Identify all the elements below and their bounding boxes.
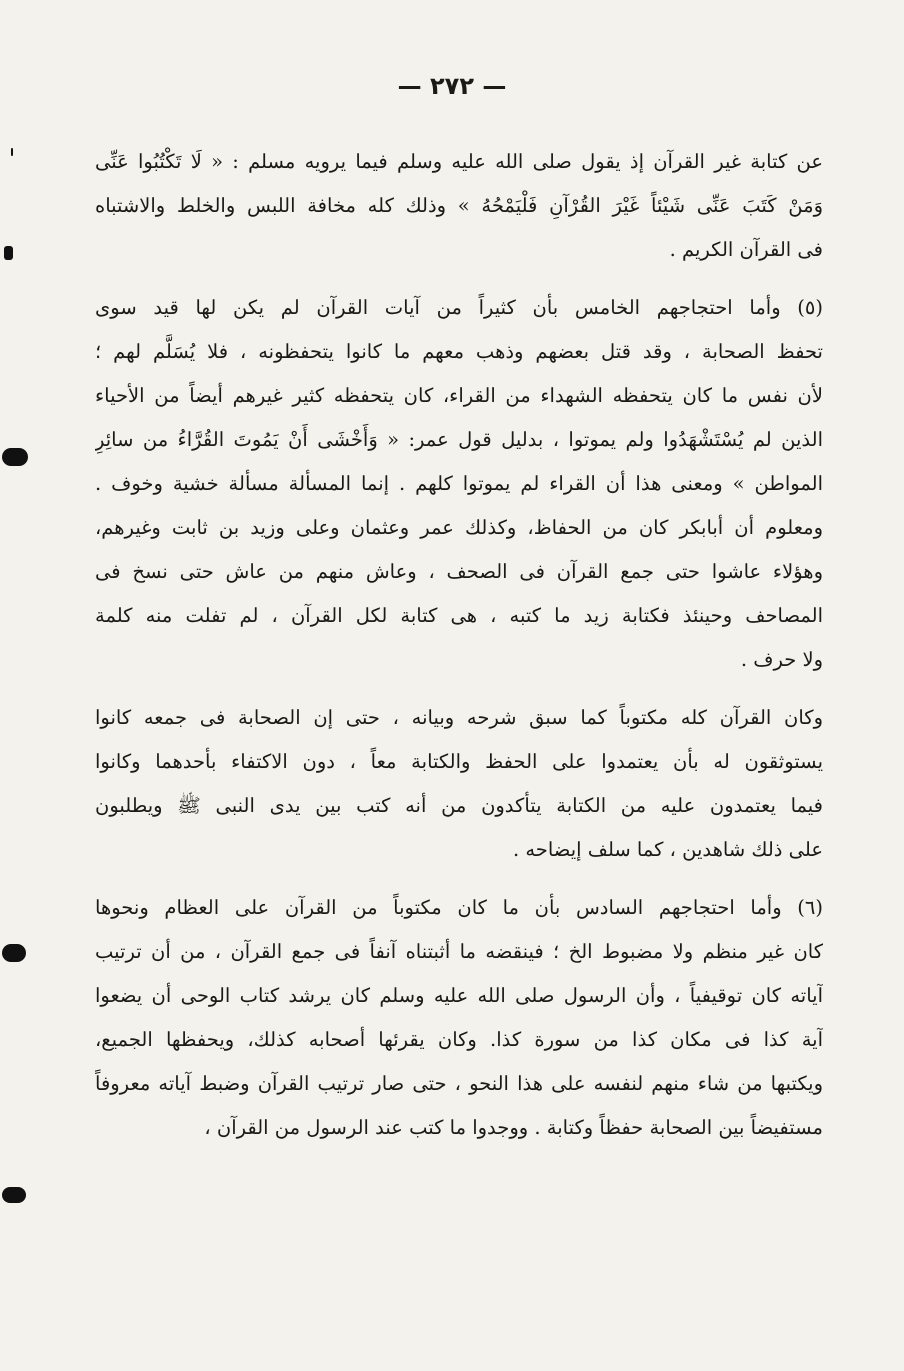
text-line: المصاحف وحينئذ فكتابة زيد ما كتبه ، هى كتابة لكل القرآن ، لم تفلت منه كلمة xyxy=(95,604,823,627)
text-line: آياته كان توقيفياً ، وأن الرسول صلى الله عليه وسلم كان يرشد كتاب الوحى أن يضعوا xyxy=(95,984,823,1007)
paragraph xyxy=(95,696,823,872)
text-line: وكان القرآن كله مكتوباً كما سبق شرحه وبيانه ، حتى إن الصحابة فى جمعه كانوا xyxy=(95,706,823,729)
text-line: فى القرآن الكريم . xyxy=(669,238,823,261)
text-line: فيما يعتمدون عليه من الكتابة يتأكدون من أنه كتب بين يدى النبى ﷺ ويطلبون xyxy=(95,794,823,817)
text-line: عن كتابة غير القرآن إذ يقول صلى الله عليه وسلم فيما يرويه مسلم : « لَا تَكْتُبُوا عَنِّى xyxy=(95,150,823,173)
paragraph xyxy=(95,886,823,1150)
text-line: تحفظ الصحابة ، وقد قتل بعضهم وذهب معهم ما كانوا يتحفظونه ، فلا يُسَلَّم لهم ؛ xyxy=(95,340,823,363)
text-line: وَمَنْ كَتَبَ عَنِّى شَيْئاً غَيْرَ القُرْآنِ فَلْيَمْحُهُ » وذلك كله مخافة اللبس والخلط والاشتباه xyxy=(95,194,823,217)
text-line: كان غير منظم ولا مضبوط الخ ؛ فينقضه ما أثبتناه آنفاً فى جمع القرآن ، من أن ترتيب xyxy=(95,940,823,963)
text-line: آية كذا فى مكان كذا من سورة كذا. وكان يقرئها أصحابه كذلك، ويحفظها الجميع، xyxy=(95,1028,823,1051)
text-line: على ذلك شاهدين ، كما سلف إيضاحه . xyxy=(512,838,823,861)
text-line: (٦) وأما احتجاجهم السادس بأن ما كان مكتوباً من القرآن على العظام ونحوها xyxy=(95,896,823,919)
text-line: (٥) وأما احتجاجهم الخامس بأن كثيراً من آيات القرآن لم يكن لها قيد سوى xyxy=(95,296,823,319)
text-line: يستوثقون له بأن يعتمدوا على الحفظ والكتابة معاً ، دون الاكتفاء بأحدهما وكانوا xyxy=(95,750,823,773)
scan-mark xyxy=(2,1187,26,1203)
scan-mark xyxy=(11,148,13,156)
text-line: لأن نفس ما كان يتحفظه الشهداء من القراء، كان يتحفظه كثير غيرهم أيضاً من الأحياء xyxy=(95,384,823,407)
page-number: — ٢٧٢ — xyxy=(397,72,507,100)
text-line: مستفيضاً بين الصحابة حفظاً وكتابة . ووجدوا ما كتب عند الرسول من القرآن ، xyxy=(204,1116,823,1139)
text-line: وهؤلاء عاشوا حتى جمع القرآن فى الصحف ، وعاش منهم من عاش حتى نسخ فى xyxy=(95,560,823,583)
paragraph xyxy=(95,286,823,682)
text-line: ويكتبها من شاء منهم لنفسه على هذا النحو ، حتى صار ترتيب القرآن وضبط آياته معروفاً xyxy=(95,1072,823,1095)
scan-mark xyxy=(2,448,28,466)
scan-mark xyxy=(2,944,26,962)
text-line: الذين لم يُسْتَشْهَدُوا ولم يموتوا ، بدليل قول عمر: « وَأَخْشَى أَنْ يَمُوتَ القُرَّاءُ من سائِرِ xyxy=(95,428,823,451)
text-line: المواطن » ومعنى هذا أن القراء لم يموتوا كلهم . إنما المسألة مسألة خشية وخوف . xyxy=(95,472,823,495)
text-line: ولا حرف . xyxy=(740,648,823,671)
text-line: ومعلوم أن أبابكر كان من الحفاظ، وكذلك عمر وعثمان وعلى وزيد بن ثابت وغيرهم، xyxy=(95,516,823,539)
paragraph xyxy=(95,140,823,272)
body-text xyxy=(95,140,823,1150)
scan-mark xyxy=(4,246,13,260)
